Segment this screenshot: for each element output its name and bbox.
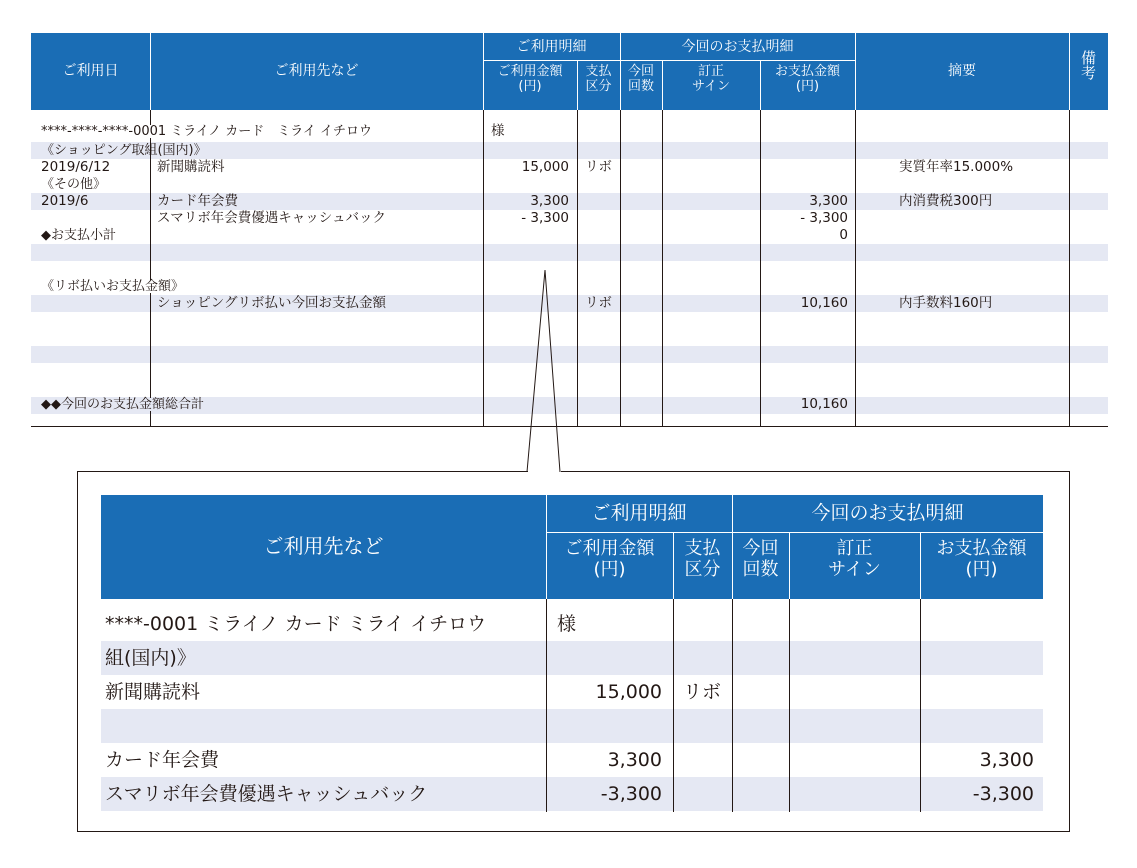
zoom-row-4-pay-amount: 3,300 [979, 749, 1034, 771]
header-payment-group: 今回のお支払明細 [681, 39, 794, 55]
row-6-subtotal-label: ◆お支払小計 [41, 228, 116, 243]
row-6-pay-amount: 0 [839, 227, 848, 243]
row-11-pay-amount: 10,160 [800, 396, 848, 412]
row-4-merchant: カード年会費 [157, 193, 238, 209]
row-5-merchant: スマリボ年会費優遇キャッシュバック [157, 210, 386, 226]
zoom-row-4-merchant: カード年会費 [105, 749, 220, 771]
header-correction: 訂正 サイン [691, 64, 731, 94]
header-merchant: ご利用先など [274, 63, 359, 79]
row-4-summary: 内消費税300円 [899, 193, 993, 209]
zoom-row-0-merchant: ****-0001 ミライノ カード ミライ イチロウ [105, 613, 487, 635]
row-0-card: ****-****-****-0001 ミライノ カード ミライ イチロウ [41, 124, 372, 139]
header-date: ご利用日 [62, 63, 119, 79]
row-8-section: 《リボ払いお支払金額》 [41, 279, 185, 294]
zoom-header-pay-type: 支払 区分 [684, 538, 721, 580]
header-usage-group: ご利用明細 [516, 39, 587, 55]
row-1-section: 《ショッピング取組(国内)》 [41, 143, 207, 158]
row-9-pay-type: リボ [585, 295, 612, 311]
zoom-row-2-amount: 15,000 [595, 681, 662, 703]
row-2-summary: 実質年率15.000% [899, 159, 1014, 175]
statement-header [31, 33, 1108, 110]
zoom-row-4-amount: 3,300 [607, 749, 662, 771]
row-2-amount: 15,000 [521, 159, 569, 175]
row-9-pay-amount: 10,160 [800, 295, 848, 311]
zoom-header-payment-group: 今回のお支払明細 [811, 502, 964, 524]
zoom-row-5-pay-amount: -3,300 [972, 783, 1034, 805]
zoom-header [101, 495, 1043, 599]
zoom-callout [77, 472, 1070, 832]
row-2-pay-type: リボ [585, 159, 612, 175]
row-9-summary: 内手数料160円 [899, 295, 993, 311]
zoom-header-count: 今回 回数 [742, 538, 779, 580]
row-5-pay-amount: - 3,300 [800, 210, 848, 226]
zoom-table [101, 495, 1043, 812]
row-4-amount: 3,300 [530, 193, 569, 209]
header-summary: 摘要 [948, 63, 976, 79]
zoom-row-5-merchant: スマリボ年会費優遇キャッシュバック [105, 783, 428, 805]
zoom-header-amount: ご利用金額 (円) [564, 538, 655, 580]
statement-table [31, 33, 1108, 427]
row-9-merchant: ショッピングリボ払い今回お支払金額 [157, 295, 386, 311]
header-remarks: 備 考 [1080, 49, 1096, 82]
row-0-amount: 様 [491, 123, 505, 139]
zoom-row-2-merchant: 新聞購読料 [105, 681, 201, 703]
row-4-date: 2019/6 [41, 193, 89, 209]
zoom-row-1-merchant: 組(国内)》 [105, 647, 196, 669]
zoom-row-2-pay-type: リボ [683, 681, 722, 703]
header-pay-amount: お支払金額 (円) [774, 64, 840, 94]
header-count: 今回 回数 [627, 64, 654, 94]
header-amount: ご利用金額 (円) [497, 64, 563, 94]
zoom-header-correction: 訂正 サイン [828, 538, 881, 580]
zoom-row-0-amount: 様 [557, 613, 577, 635]
row-3-section: 《その他》 [41, 177, 107, 192]
row-4-pay-amount: 3,300 [809, 193, 848, 209]
zoom-row-5-amount: -3,300 [600, 783, 662, 805]
row-11-total-label: ◆◆今回のお支払金額総合計 [41, 397, 204, 412]
row-2-date: 2019/6/12 [41, 159, 111, 175]
zoom-header-pay-amount: お支払金額 (円) [936, 538, 1027, 580]
zoom-header-usage-group: ご利用明細 [591, 502, 687, 524]
row-2-merchant: 新聞購読料 [157, 159, 225, 175]
row-5-amount: - 3,300 [521, 210, 569, 226]
zoom-header-merchant: ご利用先など [263, 534, 384, 558]
header-pay-type: 支払 区分 [585, 64, 612, 94]
